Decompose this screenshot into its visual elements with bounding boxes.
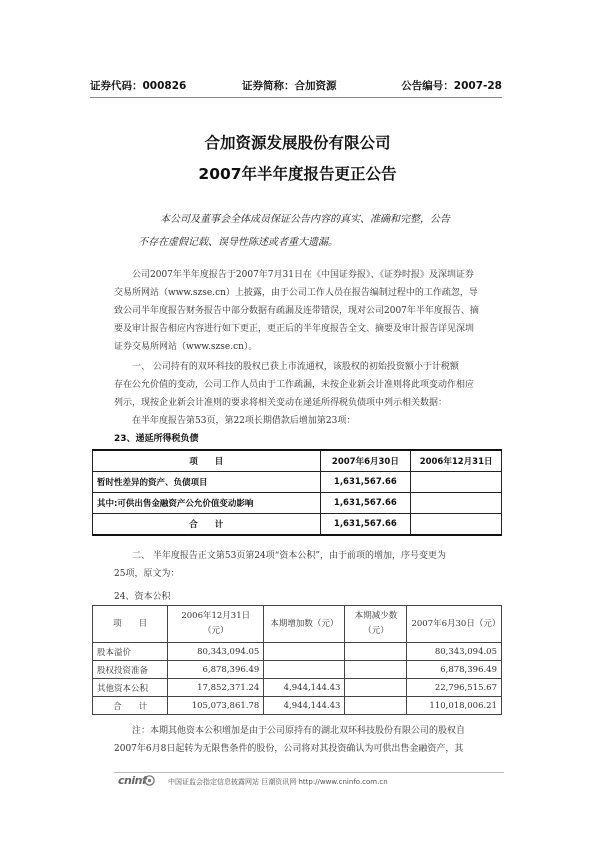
- table-row: [93, 661, 502, 679]
- board-statement-line-2: 不存在虚假记载、误导性陈述或者重大遗漏。: [138, 237, 338, 248]
- cell-value: 4,944,144.43: [264, 697, 345, 715]
- item-1-line: 列示，现按企业新会计准则的要求将相关变动在递延所得税负债项中列示相关数据：: [114, 398, 448, 408]
- cell-value: 1,631,567.66: [320, 493, 411, 514]
- cell-value: 110,018,006.21: [407, 697, 502, 715]
- column-header: 本期增加数（元）: [264, 606, 345, 643]
- footer-text: 中国证监会指定信息披露网站 巨潮资讯网 http://www.cninfo.com.cn: [168, 778, 388, 786]
- page-footer: [118, 776, 498, 790]
- row-label: 暂时性差异的资产、负债项目: [93, 472, 321, 493]
- item-1-paragraph: [114, 358, 504, 430]
- intro-line: 交易所网站（www.szse.cn）上披露，由于公司工作人员在报告编制过程中的工作疏忽，导: [114, 288, 478, 298]
- column-header: 项 目: [93, 450, 321, 472]
- note-line: 2007年6月8日起转为无限售条件的股份，公司将对其投资确认为可供出售金融资产，其: [114, 744, 464, 754]
- row-label: 股本溢价: [93, 643, 168, 661]
- cninfo-logo: cninf: [118, 774, 147, 787]
- row-label: 其他资本公积: [93, 679, 168, 697]
- item-2-paragraph: [114, 547, 504, 583]
- cell-value: [345, 697, 407, 715]
- column-header: 项 目: [93, 606, 168, 643]
- capital-reserve-table: [92, 605, 502, 715]
- cell-value: [411, 514, 502, 536]
- column-header: 2006年12月31日: [411, 450, 502, 472]
- footer-divider: [114, 772, 504, 773]
- table-total-row: [93, 697, 502, 715]
- company-title: 合加资源发展股份有限公司: [204, 134, 391, 152]
- stock-code: 证券代码：000826: [90, 80, 187, 92]
- note-line: 注：本期其他资本公积增加是由于公司原持有的湖北双环科技股份有限公司的股权自: [132, 726, 466, 736]
- cell-value: [345, 643, 407, 661]
- table-header-row: [93, 450, 502, 472]
- header-divider: [90, 97, 502, 98]
- item-2-line: 二、 半年度报告正文第53页第24项“资本公积”，由于前项的增加，序号变更为: [132, 551, 446, 561]
- row-label: 股权投资准备: [93, 661, 168, 679]
- cell-value: [264, 661, 345, 679]
- column-header: 2007年6月30日（元）: [407, 606, 502, 643]
- intro-line: 要及审计报告相应内容进行如下更正，更正后的半年度报告全文、摘要及审计报告详见深圳: [114, 324, 475, 334]
- board-statement-line-1: 本公司及董事会全体成员保证公告内容的真实、准确和完整，公告: [160, 214, 450, 225]
- item-2-line: 25项，原文为：: [114, 569, 180, 579]
- table-total-row: [93, 514, 502, 536]
- stock-abbreviation: 证券简称：合加资源: [242, 80, 337, 92]
- cell-value: [264, 643, 345, 661]
- table-2-title: 24、资本公积: [114, 592, 171, 602]
- intro-line: 致公司半年度报告财务报告中部分数据有疏漏及连带错误，现对公司2007年半年度报告、摘: [114, 306, 479, 316]
- column-header: 2007年6月30日: [320, 450, 411, 472]
- row-label: 合 计: [93, 697, 168, 715]
- row-label: 其中:可供出售金融资产公允价值变动影响: [93, 493, 321, 514]
- cell-value: 1,631,567.66: [320, 472, 411, 493]
- table-1-title: 23、递延所得税负债: [114, 434, 199, 444]
- announcement-number: 公告编号：2007-28: [401, 80, 502, 92]
- cell-value: 1,631,567.66: [320, 514, 411, 536]
- cell-value: 6,878,396.49: [407, 661, 502, 679]
- intro-line: 公司2007年半年度报告于2007年7月31日在《中国证券报》、《证券时报》及深圳证券: [132, 270, 474, 280]
- column-header: 本期减少数（元）: [345, 606, 407, 643]
- cell-value: 17,852,371.24: [168, 679, 264, 697]
- cell-value: 80,343,094.05: [407, 643, 502, 661]
- item-1-line: 存在公允价值的变动，公司工作人员由于工作疏漏，未按企业新会计准则将此项变动作相应: [114, 380, 475, 390]
- note-paragraph: [114, 722, 504, 758]
- table-row: [93, 472, 502, 493]
- intro-paragraph: [114, 266, 504, 356]
- column-header: 2006年12月31日（元）: [168, 606, 264, 643]
- table-header-row: [93, 606, 502, 643]
- cell-value: 6,878,396.49: [168, 661, 264, 679]
- cell-value: 105,073,861.78: [168, 697, 264, 715]
- row-label: 合 计: [93, 514, 321, 536]
- cell-value: 4,944,144.43: [264, 679, 345, 697]
- cell-value: 22,796,515.67: [407, 679, 502, 697]
- table-row: [93, 643, 502, 661]
- item-1-line: 一、 公司持有的双环科技的股权已获上市流通权，该股权的初始投资额小于计税额: [132, 362, 459, 372]
- cell-value: [345, 679, 407, 697]
- intro-line: 证券交易所网站（www.szse.cn）。: [114, 342, 258, 352]
- cell-value: [411, 472, 502, 493]
- cell-value: [345, 661, 407, 679]
- deferred-tax-table: [92, 449, 502, 536]
- cninfo-logo-icon: [144, 775, 155, 786]
- cell-value: 80,343,094.05: [168, 643, 264, 661]
- document-title: 2007年半年度报告更正公告: [198, 165, 397, 183]
- table-row: [93, 493, 502, 514]
- cell-value: [411, 493, 502, 514]
- table-row: [93, 679, 502, 697]
- item-1-location: 在半年度报告第53页，第22项长期借款后增加第23项：: [132, 416, 356, 426]
- announcement-header: [90, 78, 502, 94]
